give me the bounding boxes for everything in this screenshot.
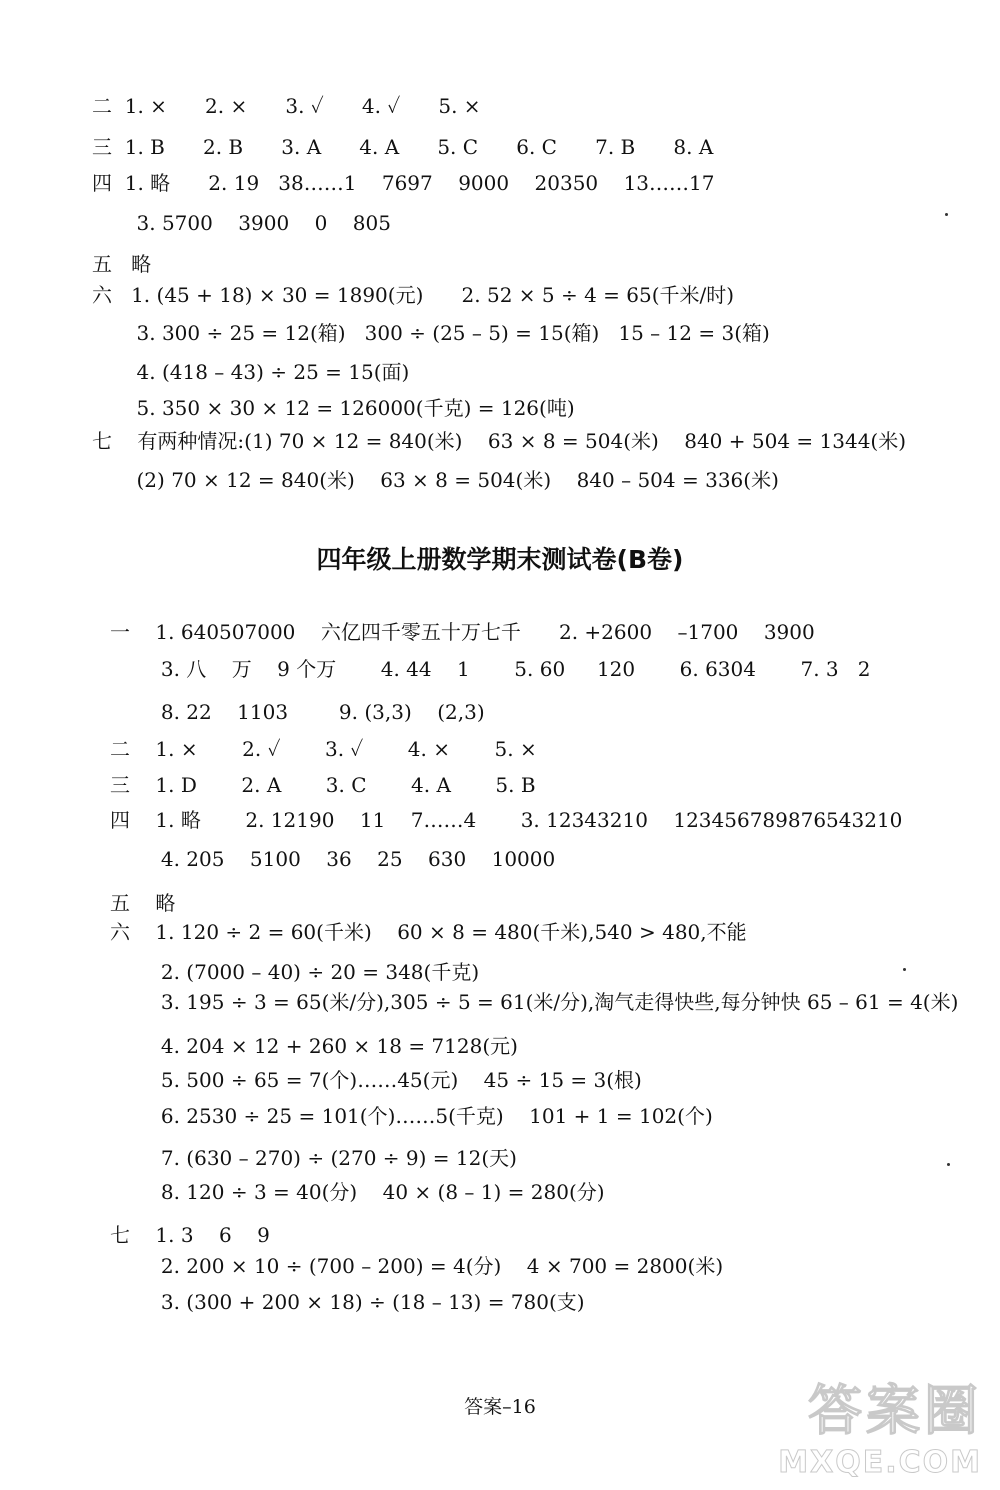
answer-line-p2-1a: 一 1. 640507000 六亿四千零五十万七千 2. +2600 –1700 3900 [110,620,815,644]
answer-line-p1-7a: 七 有两种情况:(1) 70 × 12 = 840(米) 63 × 8 = 504(米) 840 + 504 = 1344(米) [92,429,907,453]
answer-line-p2-4a: 四 1. 略 2. 12190 11 7……4 3. 12343210 12345678987654321​0 [110,808,903,832]
page-title: 四年级上册数学期末测试卷(B卷) [316,545,684,574]
print-speck [903,968,906,971]
print-speck [945,213,948,216]
answer-line-p2-6g: 7. (630 – 270) ÷ (270 ÷ 9) = 12(天) [110,1146,517,1170]
answer-line-p2-3: 三 1. D 2. A 3. C 4. A 5. B [110,773,536,797]
answer-line-p2-1b: 3. 八 万 9 个万 4. 44 1 5. 60 120 6. 6304 7. 3 2 [110,657,871,681]
answer-line-p2-5: 五 略 [110,891,176,915]
answer-line-p2-6d: 4. 204 × 12 + 260 × 18 = 7128(元) [110,1034,518,1058]
answer-line-p1-6a: 六 1. (45 + 18) × 30 = 1890(元) 2. 52 × 5 ÷ 4 = 65(千米/时) [92,283,735,307]
print-speck [947,1163,950,1166]
answer-line-p1-5: 五 略 [92,252,152,276]
answer-line-p2-7a: 七 1. 3 6 9 [110,1223,270,1247]
answer-line-p1-6b: 3. 300 ÷ 25 = 12(箱) 300 ÷ (25 – 5) = 15(箱) 15 – 12 = 3(箱) [92,321,770,345]
answer-line-p1-4b: 3. 5700 3900 0 805 [92,211,391,235]
answer-line-p2-1c: 8. 22 1103 9. (3,3) (2,3) [110,700,485,724]
answer-line-p2-6c: 3. 195 ÷ 3 = 65(米/分),305 ÷ 5 = 61(米/分),淘气走得快些,每分钟快 65 – 61 = 4(米) [110,990,959,1014]
answer-line-p1-6d: 5. 350 × 30 × 12 = 126000(千克) = 126(吨) [92,396,575,420]
answer-line-p1-4a: 四 1. 略 2. 19 38……1 7697 9000 20350 13……17 [92,171,715,195]
answer-line-p2-6f: 6. 2530 ÷ 25 = 101(个)……5(千克) 101 + 1 = 102(个) [110,1104,713,1128]
page-number: 答案–16 [464,1396,536,1418]
watermark-url: MXQE.COM [778,1445,982,1480]
answer-line-p1-6c: 4. (418 – 43) ÷ 25 = 15(面) [92,360,410,384]
watermark-text: 答案圈 [808,1379,982,1442]
watermark-logo [778,1368,982,1480]
answer-line-p2-7c: 3. (300 + 200 × 18) ÷ (18 – 13) = 780(支) [110,1290,585,1314]
answer-line-p2-6h: 8. 120 ÷ 3 = 40(分) 40 × (8 – 1) = 280(分) [110,1180,605,1204]
answer-line-p2-6a: 六 1. 120 ÷ 2 = 60(千米) 60 × 8 = 480(千米),540 > 480,不能 [110,920,747,944]
answer-line-p2-2: 二 1. × 2. ✓ 3. ✓ 4. × 5. × [110,737,537,761]
answer-line-p2-6e: 5. 500 ÷ 65 = 7(个)……45(元) 45 ÷ 15 = 3(根) [110,1068,642,1092]
answer-line-p2-4b: 4. 205 5100 36 25 630 10000 [110,847,556,871]
answer-line-p1-2: 二 1. × 2. × 3. ✓ 4. ✓ 5. × [92,94,481,118]
answer-line-p1-3: 三 1. B 2. B 3. A 4. A 5. C 6. C 7. B 8. A [92,135,714,159]
answer-line-p2-7b: 2. 200 × 10 ÷ (700 – 200) = 4(分) 4 × 700 = 2800(米) [110,1254,724,1278]
answer-line-p2-6b: 2. (7000 – 40) ÷ 20 = 348(千克) [110,960,480,984]
answer-line-p1-7b: (2) 70 × 12 = 840(米) 63 × 8 = 504(米) 840 – 504 = 336(米) [92,468,779,492]
